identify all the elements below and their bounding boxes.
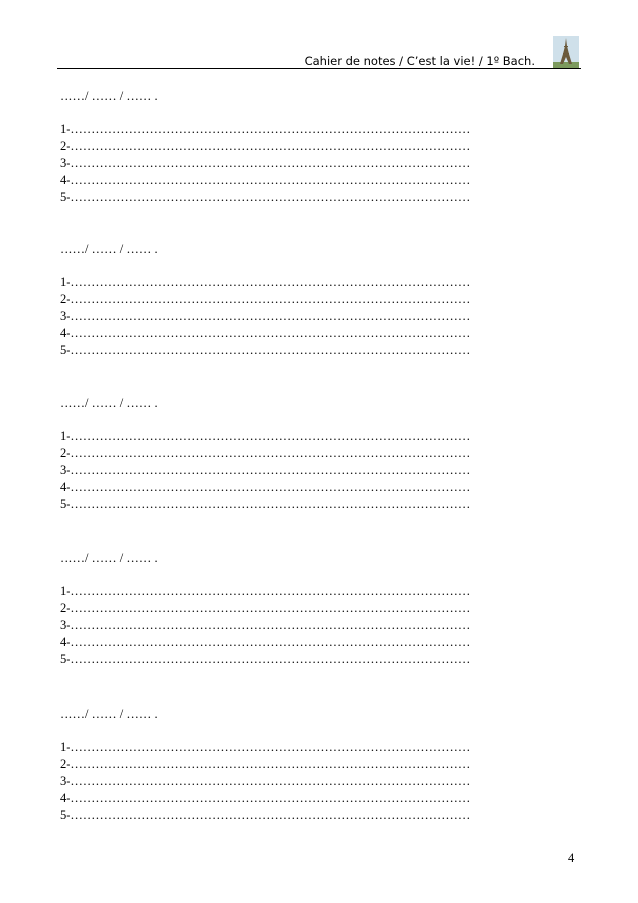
header-divider xyxy=(57,68,581,69)
line-number: 2- xyxy=(60,601,71,615)
page-header xyxy=(57,36,581,69)
dotted-line: …………………………………………………………………………………… xyxy=(70,740,471,754)
dotted-line: …………………………………………………………………………………… xyxy=(70,774,471,788)
note-line[interactable] xyxy=(60,496,580,513)
note-line[interactable] xyxy=(60,583,580,600)
note-line[interactable] xyxy=(60,189,580,206)
note-line[interactable] xyxy=(60,172,580,189)
line-number: 5- xyxy=(60,497,71,511)
note-line[interactable] xyxy=(60,651,580,668)
note-line[interactable] xyxy=(60,756,580,773)
dotted-line: …………………………………………………………………………………… xyxy=(70,173,471,187)
dotted-line: …………………………………………………………………………………… xyxy=(70,446,471,460)
line-number: 4- xyxy=(60,480,71,494)
date-field[interactable]: ……/ …… / …… . xyxy=(60,89,158,103)
note-line[interactable] xyxy=(60,308,580,325)
date-field[interactable]: ……/ …… / …… . xyxy=(60,396,158,410)
line-number: 3- xyxy=(60,309,71,323)
dotted-line: …………………………………………………………………………………… xyxy=(70,618,471,632)
date-field[interactable]: ……/ …… / …… . xyxy=(60,707,158,721)
line-number: 3- xyxy=(60,618,71,632)
dotted-line: …………………………………………………………………………………… xyxy=(70,275,471,289)
line-number: 2- xyxy=(60,757,71,771)
date-field[interactable]: ……/ …… / …… . xyxy=(60,242,158,256)
dotted-line: …………………………………………………………………………………… xyxy=(70,757,471,771)
line-number: 2- xyxy=(60,292,71,306)
note-line[interactable] xyxy=(60,773,580,790)
note-entry xyxy=(60,88,580,206)
note-line[interactable] xyxy=(60,479,580,496)
line-number: 3- xyxy=(60,463,71,477)
note-entry xyxy=(60,241,580,359)
dotted-line: …………………………………………………………………………………… xyxy=(70,309,471,323)
dotted-line: …………………………………………………………………………………… xyxy=(70,497,471,511)
line-number: 1- xyxy=(60,740,71,754)
line-number: 4- xyxy=(60,326,71,340)
note-line[interactable] xyxy=(60,739,580,756)
note-line[interactable] xyxy=(60,325,580,342)
dotted-line: …………………………………………………………………………………… xyxy=(70,429,471,443)
line-number: 3- xyxy=(60,774,71,788)
note-entry xyxy=(60,395,580,513)
line-number: 1- xyxy=(60,584,71,598)
header-title: Cahier de notes / C’est la vie! / 1º Bach. xyxy=(304,54,535,68)
eiffel-tower-icon xyxy=(553,36,579,68)
date-field[interactable]: ……/ …… / …… . xyxy=(60,551,158,565)
dotted-line: …………………………………………………………………………………… xyxy=(70,635,471,649)
dotted-line: …………………………………………………………………………………… xyxy=(70,190,471,204)
line-number: 3- xyxy=(60,156,71,170)
line-number: 5- xyxy=(60,190,71,204)
note-line[interactable] xyxy=(60,462,580,479)
note-line[interactable] xyxy=(60,274,580,291)
line-number: 5- xyxy=(60,652,71,666)
dotted-line: …………………………………………………………………………………… xyxy=(70,122,471,136)
note-line[interactable] xyxy=(60,121,580,138)
note-entry xyxy=(60,550,580,668)
line-number: 4- xyxy=(60,791,71,805)
line-number: 1- xyxy=(60,429,71,443)
line-number: 5- xyxy=(60,343,71,357)
note-line[interactable] xyxy=(60,445,580,462)
dotted-line: …………………………………………………………………………………… xyxy=(70,343,471,357)
note-line[interactable] xyxy=(60,138,580,155)
line-number: 1- xyxy=(60,275,71,289)
note-entry xyxy=(60,706,580,824)
line-number: 1- xyxy=(60,122,71,136)
dotted-line: …………………………………………………………………………………… xyxy=(70,652,471,666)
dotted-line: …………………………………………………………………………………… xyxy=(70,139,471,153)
dotted-line: …………………………………………………………………………………… xyxy=(70,808,471,822)
note-line[interactable] xyxy=(60,617,580,634)
note-line[interactable] xyxy=(60,291,580,308)
dotted-line: …………………………………………………………………………………… xyxy=(70,156,471,170)
dotted-line: …………………………………………………………………………………… xyxy=(70,791,471,805)
note-line[interactable] xyxy=(60,600,580,617)
line-number: 4- xyxy=(60,173,71,187)
note-line[interactable] xyxy=(60,155,580,172)
dotted-line: …………………………………………………………………………………… xyxy=(70,292,471,306)
dotted-line: …………………………………………………………………………………… xyxy=(70,601,471,615)
dotted-line: …………………………………………………………………………………… xyxy=(70,480,471,494)
dotted-line: …………………………………………………………………………………… xyxy=(70,584,471,598)
page-number: 4 xyxy=(568,851,575,865)
note-line[interactable] xyxy=(60,634,580,651)
line-number: 5- xyxy=(60,808,71,822)
note-line[interactable] xyxy=(60,428,580,445)
dotted-line: …………………………………………………………………………………… xyxy=(70,463,471,477)
dotted-line: …………………………………………………………………………………… xyxy=(70,326,471,340)
note-line[interactable] xyxy=(60,807,580,824)
note-line[interactable] xyxy=(60,342,580,359)
note-line[interactable] xyxy=(60,790,580,807)
line-number: 2- xyxy=(60,139,71,153)
line-number: 4- xyxy=(60,635,71,649)
line-number: 2- xyxy=(60,446,71,460)
